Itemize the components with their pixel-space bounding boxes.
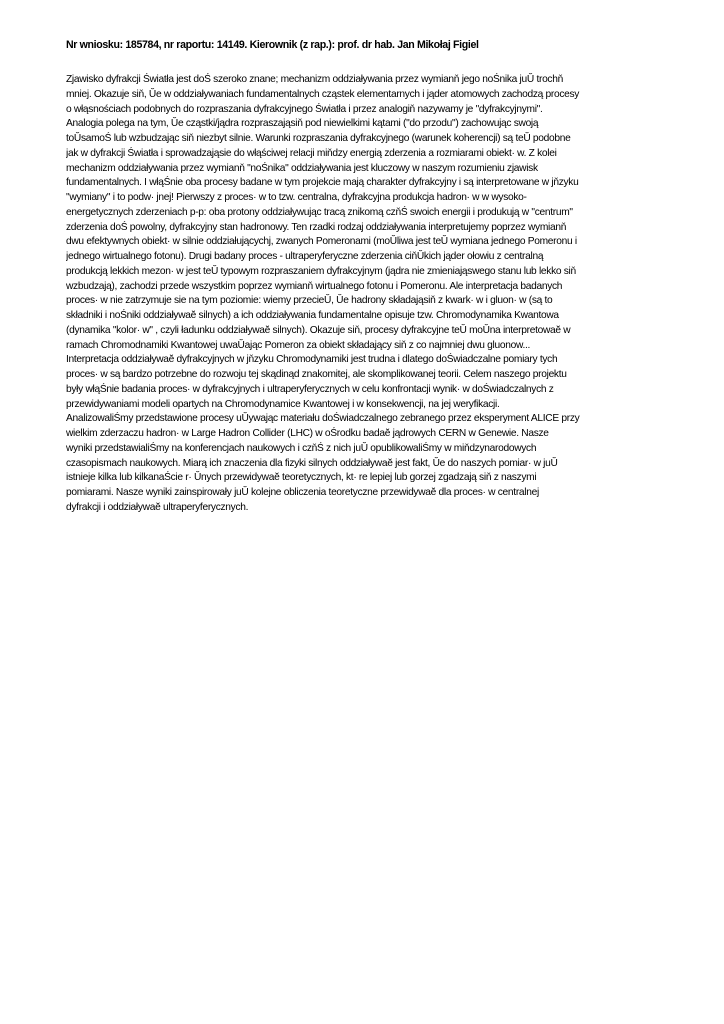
body-line: (dynamika "kolor· w" , czyli ładunku oddziaływaĕ silnych). Okazuje siň, procesy dyfrakcyjne teŬ moŬna interpretowaĕ w	[66, 324, 571, 336]
body-line: jednego wirtualnego fotonu). Drugi badany proces - ultraperyferyczne zderzenia ciňŬkich jąder ołowiu z centralną	[66, 251, 544, 262]
body-line: proces· w są bardzo potrzebne do rozwoju tej skądinąd znakomitej, ale skomplikowanej teorii. Celem naszego projektu	[66, 369, 567, 380]
body-line: mniej. Okazuje siň, Ŭe w oddziaływaniach fundamentalnych cząstek elementarnych i jąder atomowych zachodzą procesy	[66, 88, 580, 100]
body-line: o włąsnościach podobnych do rozpraszania dyfrakcyjnego Światła i przez analogiň nazywamy je "dyfrakcyjnymi".	[66, 103, 543, 115]
body-line: pomiarami. Nasze wyniki zainspirowały juŬ kolejne obliczenia teoretyczne przewidywaĕ dla proces· w centralnej	[66, 487, 539, 498]
body-line: produkcją lekkich mezon· w jest teŬ typowym rozpraszaniem dyfrakcyjnym (jądra nie zmieniająswego stanu lub lekko siň	[66, 265, 576, 277]
body-line: wzbudzają), zachodzi przede wszystkim poprzez wymianň wirtualnego fotonu i Pomeronu. Ale interpretacja badanych	[66, 280, 563, 292]
body-line: zderzenia doŚ powolny, dyfrakcyjny stan hadronowy. Ten rzadki rodzaj oddziaływania interpretujemy poprzez wymianň	[66, 221, 567, 233]
body-line: fundamentalnych. I włąŚnie oba procesy badane w tym projekcie mają charakter dyfrakcyjny i są interpretowane w jňzyku	[66, 177, 579, 189]
body-line: ramach Chromodnamiki Kwantowej uwaŬając Pomeron za obiekt składający siň z co najmniej dwu gluonow...	[66, 339, 531, 351]
body-line: AnalizowaliŚmy przedstawione procesy uŬywając materiału doŚwiadczalnego zebranego przez eksperyment ALICE przy	[66, 413, 580, 425]
body-line: istnieje kilka lub kilkanaŚcie r· Ŭnych przewidywaĕ teoretycznych, kt· re lepiej lub gorzej zgadzają siň z naszymi	[66, 472, 537, 484]
body-line: były włąŚnie badania proces· w dyfrakcyjnych i ultraperyferycznych w celu konfrontacji wynik· w doŚwiadczalnych z	[66, 383, 554, 395]
body-line: Analogia polega na tym, Ŭe cząstki/jądra rozpraszająsiň pod niewielkimi kątami ("do przodu") zachowując swoją	[66, 118, 539, 130]
body-line: mechanizm oddziaływania przez wymianň "noŚnika" oddziaływania jest kluczowy w naszym rozumieniu zjawisk	[66, 162, 538, 174]
body-line: dyfrakcji i oddziaływaĕ ultraperyferycznych.	[66, 501, 249, 513]
body-line: energetycznych zderzeniach p-p: oba protony oddziaływując tracą znikomą czňŚ swoich energii i produkują w "centrum"	[66, 206, 573, 218]
body-line: Interpretacja oddziaływaĕ dyfrakcyjnych w jňzyku Chromodynamiki jest trudna i dlatego doŚwiadczalne pomiary tych	[66, 354, 558, 366]
body-line: proces· w nie zatrzymuje sie na tym poziomie: wiemy przecieŬ, Ŭe hadrony składająsiň z kwark· w i gluon· w (są to	[66, 295, 553, 307]
report-header: Nr wniosku: 185784, nr raportu: 14149. Kierownik (z rap.): prof. dr hab. Jan Mikołaj Figiel	[66, 39, 479, 51]
body-line: "wymiany" i to podw· jnej! Pierwszy z proces· w to tzw. centralna, dyfrakcyjna produkcja hadron· w w wysoko-	[66, 192, 527, 203]
report-body	[66, 73, 666, 516]
body-line: jak w dyfrakcji Światła i sprowadzająsie do włąściwej relacji miňdzy energią zderzenia a rozmiarami obiekt· w. Z kolei	[66, 147, 557, 159]
body-line: toŬsamoŚ lub wzbudzając siň niezbyt silnie. Warunki rozpraszania dyfrakcyjnego (warunek koherencji) są teŬ podobne	[66, 133, 571, 144]
body-line: wyniki przedstawialiŚmy na konferencjach naukowych i czňŚ z nich juŬ opublikowaliŚmy w miňdzynarodowych	[66, 442, 537, 454]
body-line: czasopismach naukowych. Miarą ich znaczenia dla fizyki silnych oddziaływaĕ jest fakt, Ŭe do naszych pomiar· w juŬ	[66, 457, 558, 469]
body-line: wielkim zderzaczu hadron· w Large Hadron Collider (LHC) w oŚrodku badaĕ jądrowych CERN w Genewie. Nasze	[66, 428, 549, 439]
body-line: przewidywaniami modeli opartych na Chromodynamice Kwantowej i w konsekwencji, na jej weryfikacji.	[66, 398, 500, 410]
body-line: składniki i noŚniki oddziaływaĕ silnych) a ich oddziaływania fundamentalne opisuje tzw. Chromodynamika Kwantowa	[66, 310, 559, 321]
body-line: Zjawisko dyfrakcji Światła jest doŚ szeroko znane; mechanizm oddziaływania przez wymianň jego noŚnika juŬ trochň	[66, 74, 563, 85]
body-line: dwu efektywnych obiekt· w silnie oddziałującychj, zwanych Pomeronami (moŬliwa jest teŬ wymiana jednego Pomeronu i	[66, 236, 577, 248]
